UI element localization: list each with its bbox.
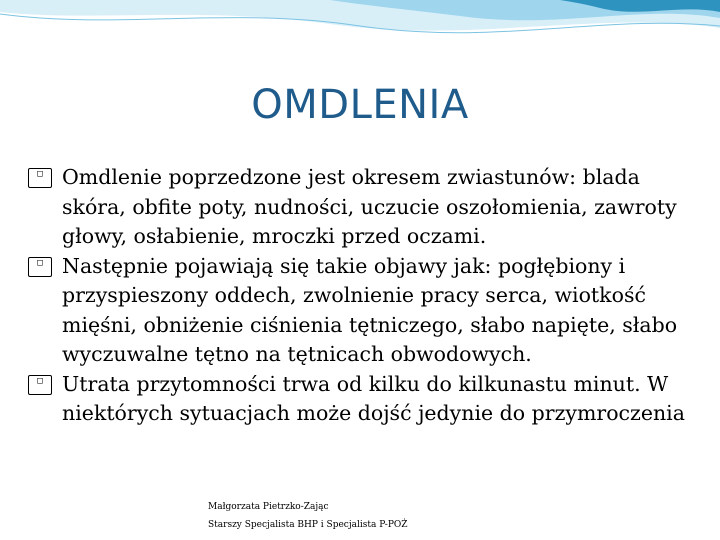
bullet-list [28, 163, 698, 429]
missing-glyph-icon: □ [28, 375, 52, 395]
footer-role: Starszy Specjalista BHP i Specjalista P-POŻ [208, 520, 408, 530]
footer-author: Małgorzata Pietrzko-Zając [208, 502, 329, 512]
bullet-text: Następnie pojawiają się takie objawy jak: pogłębiony i przyspieszony oddech, zwolnienie pracy serca, wiotkość mięśni, obniżenie ciśnienia tętniczego, słabo napięte, słabo wyczuwalne tętno na tętnicach obwodowych. [62, 253, 678, 366]
bullet-item [28, 163, 698, 252]
slide-title: OMDLENIA [251, 82, 469, 128]
bullet-text: Omdlenie poprzedzone jest okresem zwiastunów: blada skóra, obfite poty, nudności, uczucie oszołomienia, zawroty głowy, osłabienie, mroczki przed oczami. [62, 165, 677, 248]
bullet-item [28, 252, 698, 370]
bullet-item [28, 370, 698, 429]
missing-glyph-icon: □ [28, 257, 52, 277]
bullet-text: Utrata przytomności trwa od kilku do kilkunastu minut. W niektórych sytuacjach może dojść jedynie do przymroczenia [62, 371, 685, 425]
decorative-wave [0, 0, 720, 60]
missing-glyph-icon: □ [28, 168, 52, 188]
footer [208, 498, 468, 534]
